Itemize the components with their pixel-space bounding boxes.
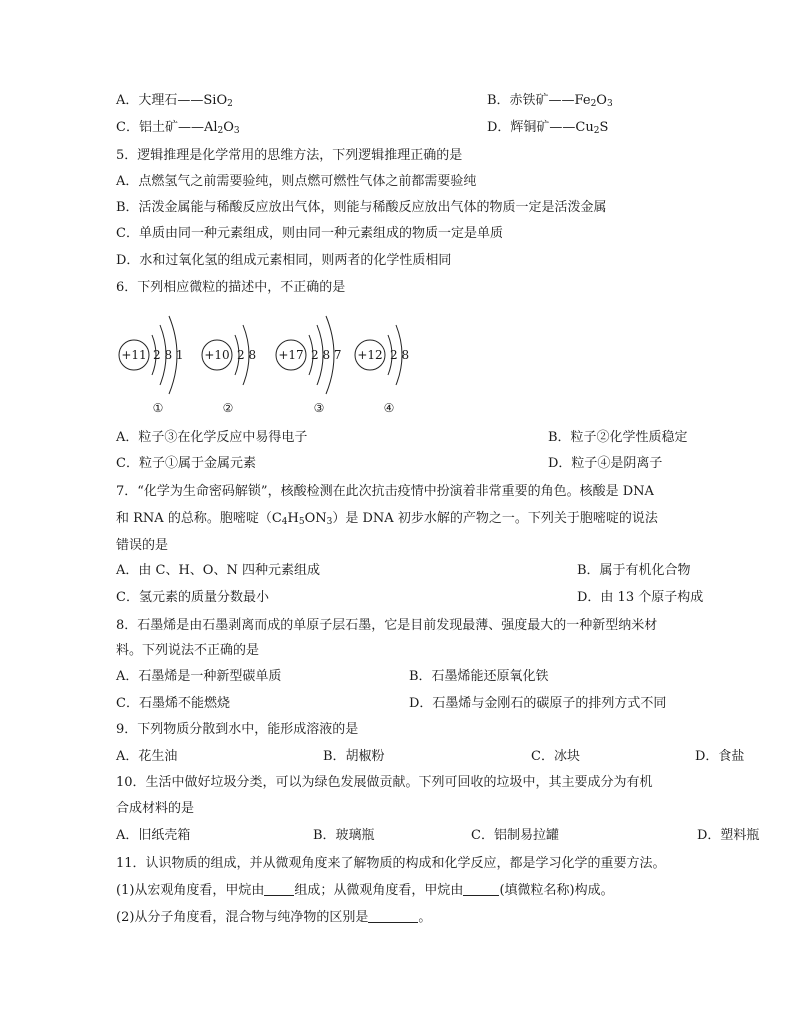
q7-stem-line1: 7．“化学为生命密码解锁”，核酸检测在此次抗击疫情中扮演着非常重要的角色。核酸是 DNA: [116, 484, 654, 499]
q11-part2: (2)从分子角度看，混合物与纯净物的区别是 。: [116, 910, 432, 925]
shell-electrons-2: 2 8: [237, 348, 257, 362]
q4-option-c: C．铝土矿$——Al_2O_3$: [116, 120, 240, 136]
q10-option-d: D．塑料瓶: [697, 828, 760, 843]
q7-option-a: A．由 C、H、O、N 四种元素组成: [116, 563, 320, 578]
q11-stem: 11．认识物质的组成，并从微观角度来了解物质的构成和化学反应，都是学习化学的重要方法。: [116, 856, 666, 871]
q8-stem-line1: 8．石墨烯是由石墨剥离而成的单原子层石墨，它是目前发现最薄、强度最大的一种新型纳米材: [116, 618, 658, 633]
cytosine-formula: $C_4H_5ON_3$: [271, 511, 333, 527]
particle-label-1: ①: [152, 401, 164, 415]
q6-option-c: C．粒子①属于金属元素: [116, 456, 256, 471]
q7-option-c: C．氢元素的质量分数最小: [116, 590, 269, 605]
q10-stem-line2: 合成材料的是: [116, 801, 195, 816]
q11-part1: (1)从宏观角度看，甲烷由 组成；从微观角度看，甲烷由 (填微粒名称)构成。: [116, 883, 614, 898]
nucleus-charge-4: +12: [357, 348, 383, 362]
atom-diagram-2: [202, 325, 256, 415]
q6-stem: 6．下列相应微粒的描述中，不正确的是: [116, 280, 346, 295]
q10-option-c: C．铝制易拉罐: [471, 828, 559, 843]
particle-label-3: ③: [313, 401, 325, 415]
atom-diagram-4: [355, 325, 409, 415]
q6-option-a: A．粒子③在化学反应中易得电子: [116, 430, 308, 445]
q10-option-b: B．玻璃瓶: [313, 828, 375, 843]
q9-option-a: A．花生油: [116, 749, 178, 764]
q4-option-a: A．大理石——SiO$_2$: [116, 93, 233, 109]
particle-label-4: ④: [383, 401, 395, 415]
q9-stem: 9．下列物质分散到水中，能形成溶液的是: [116, 722, 359, 737]
nucleus-charge-1: +11: [121, 348, 147, 362]
particle-label-2: ②: [222, 401, 234, 415]
q7-stem-line2: 和 RNA 的总称。胞嘧啶$(C_4H_5ON_3)$是 DNA 初步水解的产物之一。下列关于胞嘧啶的说法: [116, 511, 658, 527]
q5-option-d: D．水和过氧化氢的组成元素相同，则两者的化学性质相同: [116, 253, 452, 268]
answer-blank-2[interactable]: [463, 882, 499, 896]
q8-option-c: C．石墨烯不能燃烧: [116, 696, 230, 711]
atom-diagram-1: [119, 316, 184, 415]
q8-stem-line2: 料。下列说法不正确的是: [116, 643, 260, 658]
q10-stem-line1: 10．生活中做好垃圾分类，可以为绿色发展做贡献。下列可回收的垃圾中，其主要成分为有机: [116, 775, 653, 790]
nucleus-charge-3: +17: [278, 348, 304, 362]
answer-blank-1[interactable]: [264, 882, 294, 896]
q9-option-b: B．胡椒粉: [323, 749, 385, 764]
q5-stem: 5．逻辑推理是化学常用的思维方法，下列逻辑推理正确的是: [116, 148, 463, 163]
answer-blank-3[interactable]: [368, 909, 418, 923]
q8-option-a: A．石墨烯是一种新型碳单质: [116, 669, 282, 684]
q6-option-d: D．粒子④是阴离子: [548, 456, 663, 471]
q7-stem-line3: 错误的是: [116, 538, 169, 553]
q7-option-b: B．属于有机化合物: [577, 563, 691, 578]
shell-electrons-1: 2 8 1: [153, 348, 184, 362]
q6-option-b: B．粒子②化学性质稳定: [548, 430, 688, 445]
shell-electrons-4: 2 8: [390, 348, 410, 362]
q5-option-a: A．点燃氢气之前需要验纯，则点燃可燃性气体之前都需要验纯: [116, 174, 477, 189]
q9-option-c: C．冰块: [531, 749, 580, 764]
q7-option-d: D．由 13 个原子构成: [577, 590, 704, 605]
q5-option-b: B．活泼金属能与稀酸反应放出气体，则能与稀酸反应放出气体的物质一定是活泼金属: [116, 200, 607, 215]
q4-option-d: D．辉铜矿$——Cu_2S$: [487, 120, 609, 136]
q8-option-b: B．石墨烯能还原氧化铁: [409, 669, 549, 684]
q9-option-d: D．食盐: [695, 749, 745, 764]
q4-option-b: B．赤铁矿$——Fe_2O_3$: [487, 93, 613, 109]
q8-option-d: D．石墨烯与金刚石的碳原子的排列方式不同: [409, 696, 667, 711]
atom-diagram-3: [276, 316, 342, 415]
shell-electrons-3: 2 8 7: [311, 348, 342, 362]
nucleus-charge-2: +10: [204, 348, 230, 362]
q5-option-c: C．单质由同一种元素组成，则由同一种元素组成的物质一定是单质: [116, 226, 503, 241]
q10-option-a: A．旧纸壳箱: [116, 828, 191, 843]
